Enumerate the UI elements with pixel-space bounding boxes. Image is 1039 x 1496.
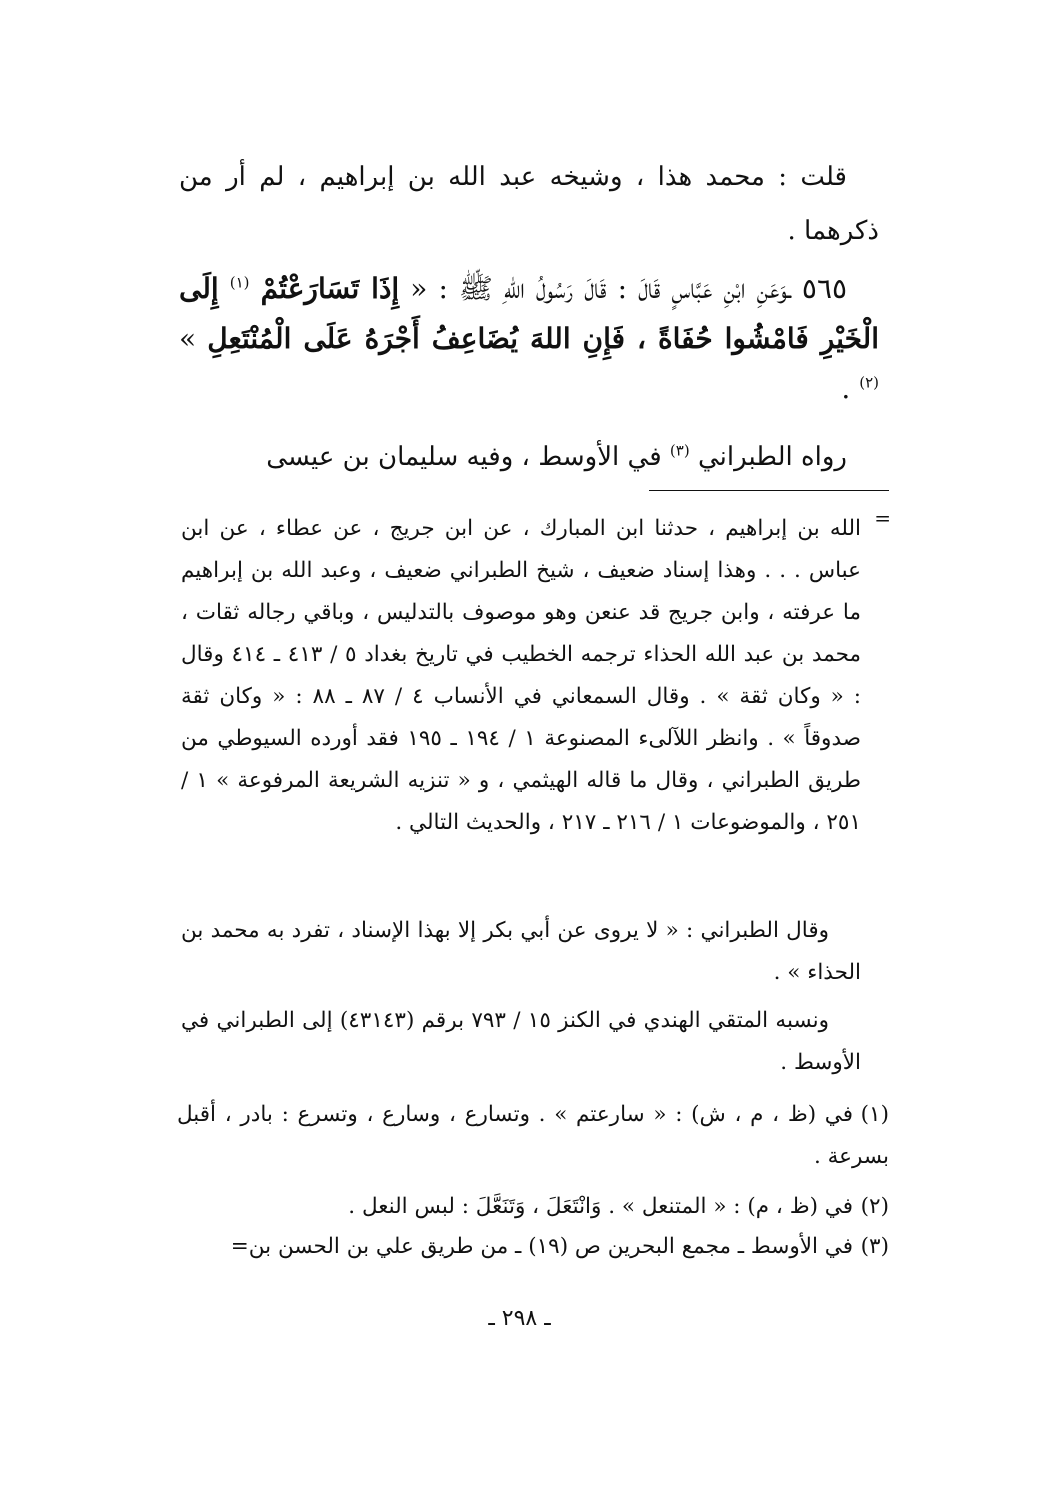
continuation-mark: = — [874, 506, 891, 530]
footnote-text: في الأوسط ـ مجمع البحرين ص (١٩) ـ من طريق علي بن الحسن بن= — [230, 1234, 853, 1259]
footnote-continued-2 — [181, 910, 861, 994]
footnote-text: في (ظ ، م) : « المتنعل » . وَانْتَعَلَ ، وَتَنَعَّلَ : لبس النعل . — [348, 1194, 853, 1219]
paragraph-text: قلت : محمد هذا ، وشيخه عبد الله بن إبراهيم ، لم أر من ذكرهما . — [179, 162, 879, 246]
takhrij-text-2: في الأوسط ، وفيه سليمان بن عيسى — [266, 442, 662, 472]
footnote-1 — [177, 1094, 889, 1178]
page-number: ـ ٢٩٨ ـ — [488, 1306, 551, 1331]
footnote-ref-1[interactable]: (١) — [229, 273, 250, 292]
footnote-continued-3 — [181, 1000, 861, 1084]
hadith-number: ٥٦٥ ـ — [787, 272, 848, 305]
quote-close: » — [179, 322, 197, 355]
footnote-ref-2[interactable]: (٢) — [859, 373, 879, 392]
paragraph-author-note — [179, 150, 879, 258]
takhrij-text-1: رواه الطبراني — [697, 442, 847, 472]
footnote-number: (٣) — [860, 1234, 889, 1259]
hadith-isnad: وَعَنِ ابْنِ عَبَّاسٍ قَالَ : قَالَ رَسُولُ اللهِ ﷺ : « — [410, 272, 788, 305]
footnote-paragraph: الله بن إبراهيم ، حدثنا ابن المبارك ، عن ابن جريج ، عن عطاء ، عن ابن عباس . . . وهذا إسناد ضعيف ، شيخ الطبراني ضعيف ، وعبد الله بن إبراهيم ما عرفته ، وابن جريج قد عنعن وهو موصوف بالتدليس ، وباقي رجاله ثقات ، محمد بن عبد الله الحذاء ترجمه الخطيب في تاريخ بغداد ٥ / ٤١٣ ـ ٤١٤ وقال : « وكان ثقة » . وقال السمعاني في الأنساب ٤ / ٨٧ ـ ٨٨ : « وكان ثقة صدوقاً » . وانظر اللآلىء المصنوعة ١ / ١٩٤ ـ ١٩٥ فقد أورده السيوطي من طريق الطبراني ، وقال ما قاله الهيثمي ، و « تنزيه الشريعة المرفوعة » ١ / ٢٥١ ، والموضوعات ١ / ٢١٦ ـ ٢١٧ ، والحديث التالي . — [181, 516, 861, 835]
footnote-text: في (ظ ، م ، ش) : « سارعتم » . وتسارع ، وسارع ، وتسرع : بادر ، أقبل بسرعة . — [177, 1102, 889, 1169]
footnote-ref-3[interactable]: (٣) — [669, 441, 690, 460]
paragraph-takhrij — [179, 430, 879, 484]
footnote-2 — [177, 1186, 889, 1228]
hadith-end: . — [841, 372, 851, 405]
hadith-matn-part-1: إِذَا تَسَارَعْتُمْ — [260, 272, 400, 305]
footnote-number: (١) — [860, 1102, 889, 1127]
footnote-3 — [177, 1226, 889, 1268]
footnote-separator — [649, 490, 889, 491]
hadith-565 — [179, 264, 879, 414]
hadith-matn-part-2: إِلَى الْخَيْرِ فَامْشُوا حُفَاةً ، فَإِنِ اللهَ يُضَاعِفُ أَجْرَهُ عَلَى الْمُنْتَعِلِ — [179, 272, 879, 355]
footnote-number: (٢) — [860, 1194, 889, 1219]
footnote-paragraph: وقال الطبراني : « لا يروى عن أبي بكر إلا بهذا الإسناد ، تفرد به محمد بن الحذاء » . — [181, 918, 861, 985]
footnote-continued — [181, 508, 861, 844]
footnote-paragraph: ونسبه المتقي الهندي في الكنز ١٥ / ٧٩٣ برقم (٤٣١٤٣) إلى الطبراني في الأوسط . — [181, 1008, 861, 1075]
